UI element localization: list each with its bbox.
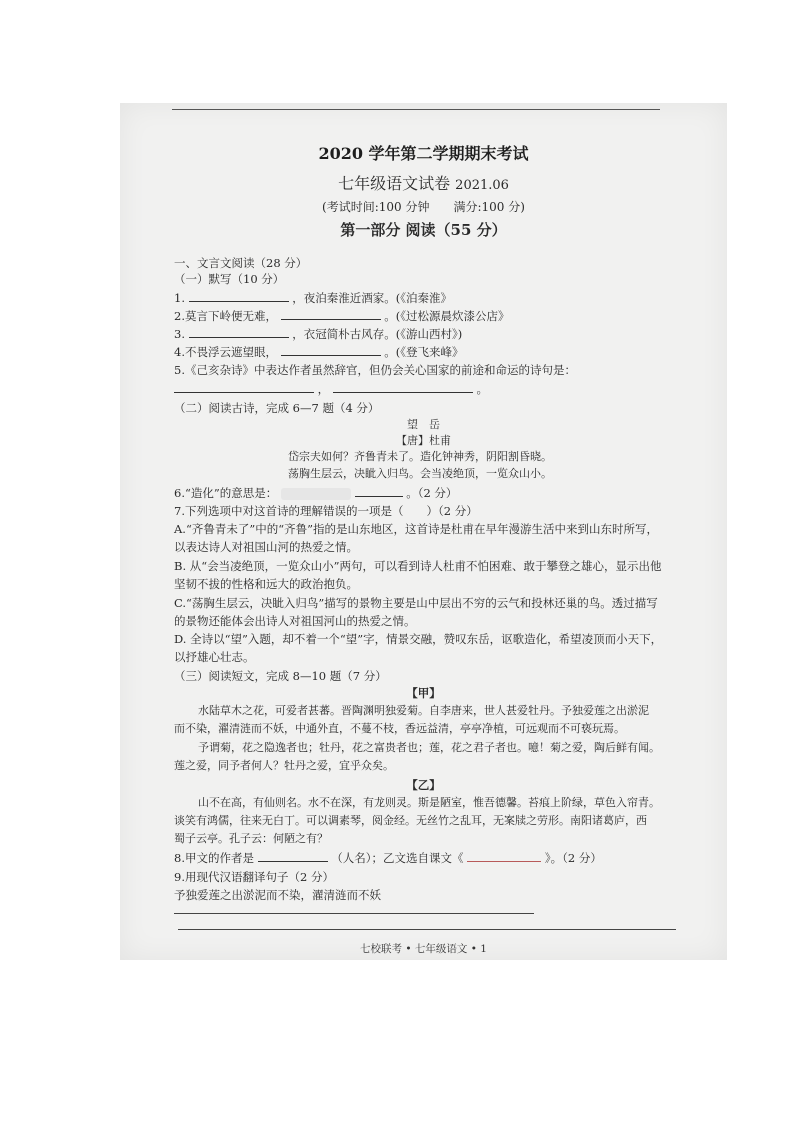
question-3	[174, 325, 462, 343]
section1-sub1: （一）默写（10 分）	[174, 272, 285, 286]
page-footer: 七校联考 • 七年级语文 • 1	[360, 943, 487, 955]
exam-sheet	[120, 103, 727, 960]
option-a-line-2: 以表达诗人对祖国山河的热爱之情。	[174, 540, 358, 554]
option-b-line-1: B. 从“会当凌绝顶，一览众山小”两句，可以看到诗人杜甫不怕困难、敢于攀登之雄心，显示出他	[174, 559, 662, 573]
q5-blank-2[interactable]	[333, 380, 473, 393]
q4-text: 4.不畏浮云遮望眼，	[174, 345, 277, 359]
section3-heading: （三）阅读短文，完成 8—10 题（7 分）	[174, 669, 387, 683]
bottom-rule	[178, 929, 676, 930]
question-9: 9.用现代汉语翻译句子（2 分）	[174, 870, 334, 884]
q1-blank[interactable]	[189, 289, 289, 302]
exam-title: 2020 学年第二学期期末考试	[318, 144, 529, 163]
yi-p1-line-3: 蜀子云亭。孔子云：何陋之有？	[174, 832, 328, 845]
q4-source: 。(《登飞来峰》	[384, 345, 464, 359]
poem-line-2: 荡胸生层云，决眦入归鸟。会当凌绝顶，一览众山小。	[288, 467, 552, 480]
option-d-line-1: D. 全诗以“望”入题，却不着一个“望”字，情景交融，赞叹东岳，讴歌造化，希望凌顶而小天下，	[174, 632, 663, 646]
q8-text-c: 》。（2 分）	[544, 851, 602, 865]
passage-yi-label: 【乙】	[406, 778, 441, 792]
option-c-line-2: 的景物还能体会出诗人对祖国河山的热爱之情。	[174, 614, 416, 628]
q2-blank[interactable]	[281, 307, 381, 320]
q4-blank[interactable]	[281, 343, 381, 356]
q3-blank[interactable]	[189, 325, 289, 338]
exam-subtitle	[120, 171, 727, 194]
q8-source-blank[interactable]	[467, 849, 541, 862]
poem-title: 望 岳	[407, 418, 440, 431]
option-d-line-2: 以抒雄心壮志。	[174, 650, 255, 664]
question-7: 7.下列选项中对这首诗的理解错误的一项是（ ）（2 分）	[174, 504, 478, 518]
question-2	[174, 307, 510, 325]
part-title: 第一部分 阅读（55 分）	[340, 221, 507, 239]
q6-text: 6.“造化”的意思是：	[174, 486, 278, 500]
subtitle-text: 七年级语文试卷	[338, 174, 451, 193]
question-4	[174, 343, 464, 361]
q1-text: ，夜泊秦淮近酒家。(《泊秦淮》	[292, 291, 453, 305]
q2-source: 。(《过松源晨炊漆公店》	[384, 309, 510, 323]
q6-score: 。（2 分）	[406, 486, 458, 500]
jia-p2-line-2: 莲之爱，同予者何人？牡丹之爱，宜乎众矣。	[174, 759, 394, 772]
question-8	[174, 849, 602, 867]
top-rule	[172, 109, 660, 110]
poem-line-1: 岱宗夫如何？齐鲁青未了。造化钟神秀，阴阳割昏晓。	[288, 450, 552, 463]
yi-p1-line-1: 山不在高，有仙则名。水不在深，有龙则灵。斯是陋室，惟吾德馨。苔痕上阶绿，草色入帘青。	[198, 796, 660, 809]
q8-text-b: （人名）；乙文选自课文《	[331, 851, 464, 865]
q8-author-blank[interactable]	[258, 849, 328, 862]
yi-p1-line-2: 谈笑有鸿儒，往来无白丁。可以调素琴，阅金经。无丝竹之乱耳，无案牍之劳形。南阳诸葛庐，西	[174, 814, 647, 827]
section1-heading: 一、文言文阅读（28 分）	[174, 256, 308, 270]
section2-heading: （二）阅读古诗，完成 6—7 题（4 分）	[174, 401, 380, 415]
option-c-line-1: C.“荡胸生层云，决眦入归鸟”描写的景物主要是山中层出不穷的云气和投林还巢的鸟。透过描写	[174, 596, 658, 610]
jia-p1-line-1: 水陆草木之花，可爱者甚蕃。晋陶渊明独爱菊。自李唐来，世人甚爱牡丹。予独爱莲之出淤泥	[198, 704, 649, 717]
time-info: (考试时间:100 分钟 满分:100 分)	[322, 200, 525, 214]
question-5-blanks	[174, 380, 488, 398]
q6-answer-blank[interactable]	[281, 488, 351, 500]
q3-text: ，衣冠简朴古风存。(《游山西村》)	[292, 327, 463, 341]
q1-num: 1.	[174, 291, 185, 305]
q2-text: 2.莫言下岭便无难，	[174, 309, 277, 323]
q5-blank-1[interactable]	[174, 380, 314, 393]
option-a-line-1: A.“齐鲁青未了”中的“齐鲁”指的是山东地区，这首诗是杜甫在早年漫游生活中来到山东时所写，	[174, 522, 658, 536]
passage-jia-label: 【甲】	[406, 686, 441, 700]
q6-underline[interactable]	[355, 484, 403, 497]
q8-text-a: 8.甲文的作者是	[174, 851, 254, 865]
question-1	[174, 289, 452, 307]
q9-answer-line[interactable]	[174, 913, 534, 914]
jia-p1-line-2: 而不染，濯清涟而不妖，中通外直，不蔓不枝，香远益清，亭亭净植，可远观而不可亵玩焉。	[174, 722, 625, 735]
q5-end: 。	[476, 382, 488, 396]
question-6	[174, 484, 457, 502]
option-b-line-2: 坚韧不拔的性格和远大的政治抱负。	[174, 577, 358, 591]
q5-comma: ，	[317, 382, 330, 396]
q3-num: 3.	[174, 327, 185, 341]
question-5: 5.《己亥杂诗》中表达作者虽然辞官，但仍会关心国家的前途和命运的诗句是：	[174, 363, 576, 377]
question-9-sentence: 予独爱莲之出淤泥而不染，濯清涟而不妖	[174, 888, 381, 902]
exam-date: 2021.06	[455, 178, 509, 193]
jia-p2-line-1: 予谓菊，花之隐逸者也；牡丹，花之富贵者也；莲，花之君子者也。噫！菊之爱，陶后鲜有闻。	[198, 741, 660, 754]
poem-author: 【唐】杜甫	[396, 434, 451, 447]
